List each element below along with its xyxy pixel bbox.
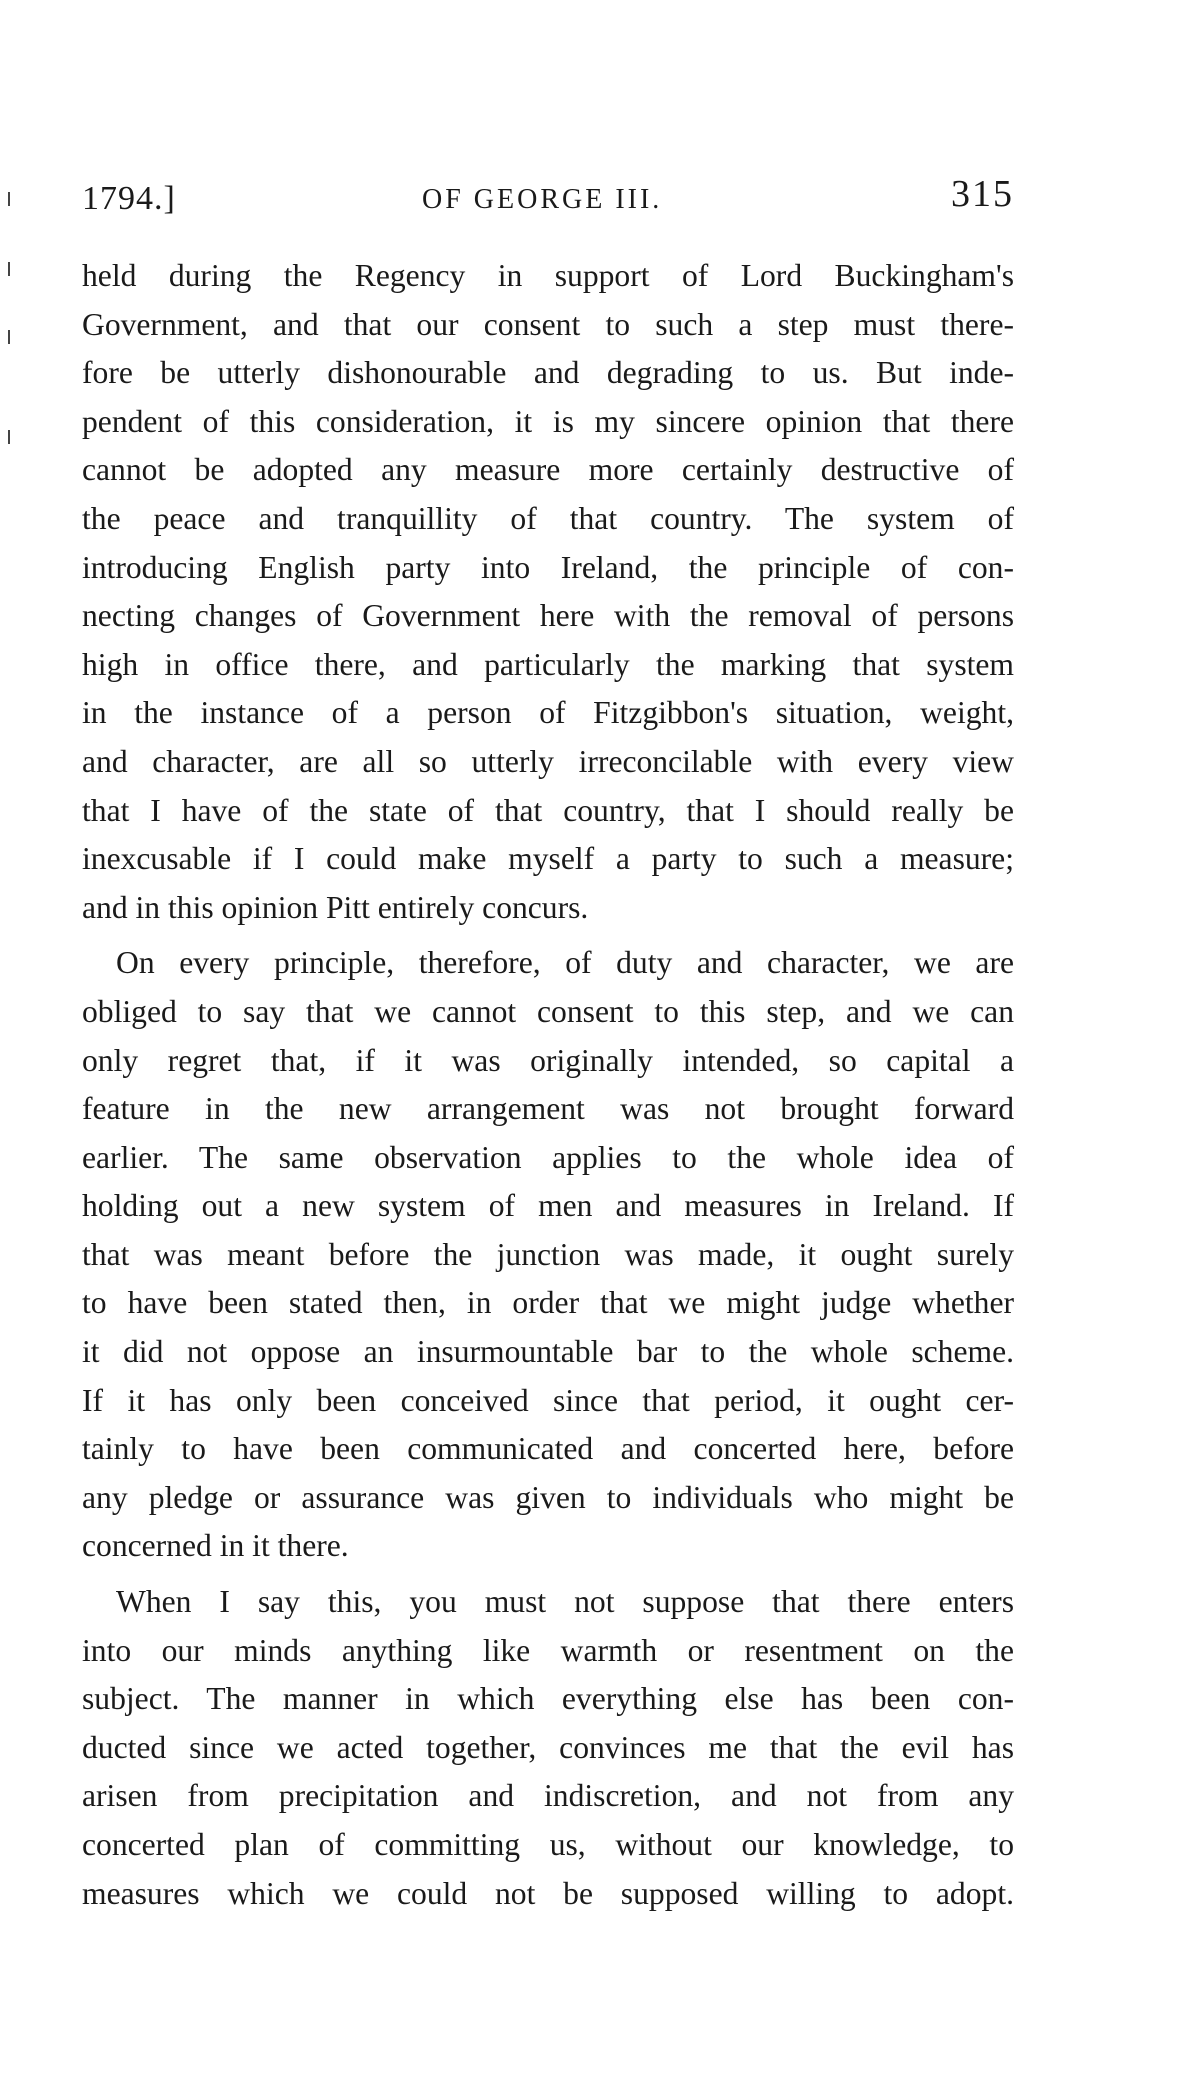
text-line: cannot be adopted any measure more certainly destructive of xyxy=(82,452,1014,488)
page-header xyxy=(82,172,1014,232)
paragraph xyxy=(82,1578,1014,1918)
text-line: in the instance of a person of Fitzgibbon's situation, weight, xyxy=(82,695,1014,731)
text-line: concerned in it there. xyxy=(82,1528,349,1564)
text-line: it did not oppose an insurmountable bar to the whole scheme. xyxy=(82,1334,1014,1370)
text-line: into our minds anything like warmth or resentment on the xyxy=(82,1632,1014,1668)
paragraph xyxy=(82,252,1014,932)
body-text xyxy=(82,252,1014,1918)
text-line: inexcusable if I could make myself a party to such a measure; xyxy=(82,841,1014,877)
text-line: holding out a new system of men and measures in Ireland. If xyxy=(82,1188,1014,1224)
text-line: and character, are all so utterly irreconcilable with every view xyxy=(82,743,1014,779)
margin-tick xyxy=(8,430,10,444)
text-line: When I say this, you must not suppose that there enters xyxy=(116,1584,1014,1620)
text-line: Government, and that our consent to such a step must there- xyxy=(82,306,1014,342)
text-line: obliged to say that we cannot consent to this step, and we can xyxy=(82,993,1014,1029)
text-line: tainly to have been communicated and concerted here, before xyxy=(82,1431,1014,1467)
text-line: and in this opinion Pitt entirely concurs. xyxy=(82,889,589,925)
margin-tick xyxy=(8,192,10,206)
text-line: introducing English party into Ireland, the principle of con- xyxy=(82,549,1014,585)
text-line: the peace and tranquillity of that country. The system of xyxy=(82,500,1014,536)
text-line: high in office there, and particularly the marking that system xyxy=(82,646,1014,682)
text-line: subject. The manner in which everything else has been con- xyxy=(82,1681,1014,1717)
running-title: OF GEORGE III. xyxy=(422,184,663,215)
text-line: necting changes of Government here with the removal of persons xyxy=(82,598,1014,634)
header-year: 1794.] xyxy=(82,180,176,217)
text-line: any pledge or assurance was given to individuals who might be xyxy=(82,1479,1014,1515)
text-line: measures which we could not be supposed willing to adopt. xyxy=(82,1875,1014,1911)
margin-tick xyxy=(8,330,10,344)
text-line: arisen from precipitation and indiscretion, and not from any xyxy=(82,1778,1014,1814)
paragraph xyxy=(82,939,1014,1571)
text-line: held during the Regency in support of Lord Buckingham's xyxy=(82,258,1014,293)
text-line: only regret that, if it was originally intended, so capital a xyxy=(82,1042,1014,1078)
text-line: that I have of the state of that country, that I should really be xyxy=(82,792,1014,828)
text-line: feature in the new arrangement was not brought forward xyxy=(82,1091,1014,1127)
text-line: concerted plan of committing us, without our knowledge, to xyxy=(82,1827,1014,1862)
text-line: On every principle, therefore, of duty and character, we are xyxy=(116,945,1014,981)
text-line: that was meant before the junction was made, it ought surely xyxy=(82,1236,1014,1272)
page-number: 315 xyxy=(951,173,1014,215)
margin-tick xyxy=(8,262,10,276)
text-line: to have been stated then, in order that we might judge whether xyxy=(82,1285,1014,1321)
text-line: pendent of this consideration, it is my sincere opinion that there xyxy=(82,403,1014,439)
text-line: If it has only been conceived since that period, it ought cer- xyxy=(82,1382,1014,1418)
text-line: ducted since we acted together, convinces me that the evil has xyxy=(82,1729,1014,1765)
text-line: earlier. The same observation applies to the whole idea of xyxy=(82,1139,1014,1175)
text-line: fore be utterly dishonourable and degrading to us. But inde- xyxy=(82,355,1014,391)
